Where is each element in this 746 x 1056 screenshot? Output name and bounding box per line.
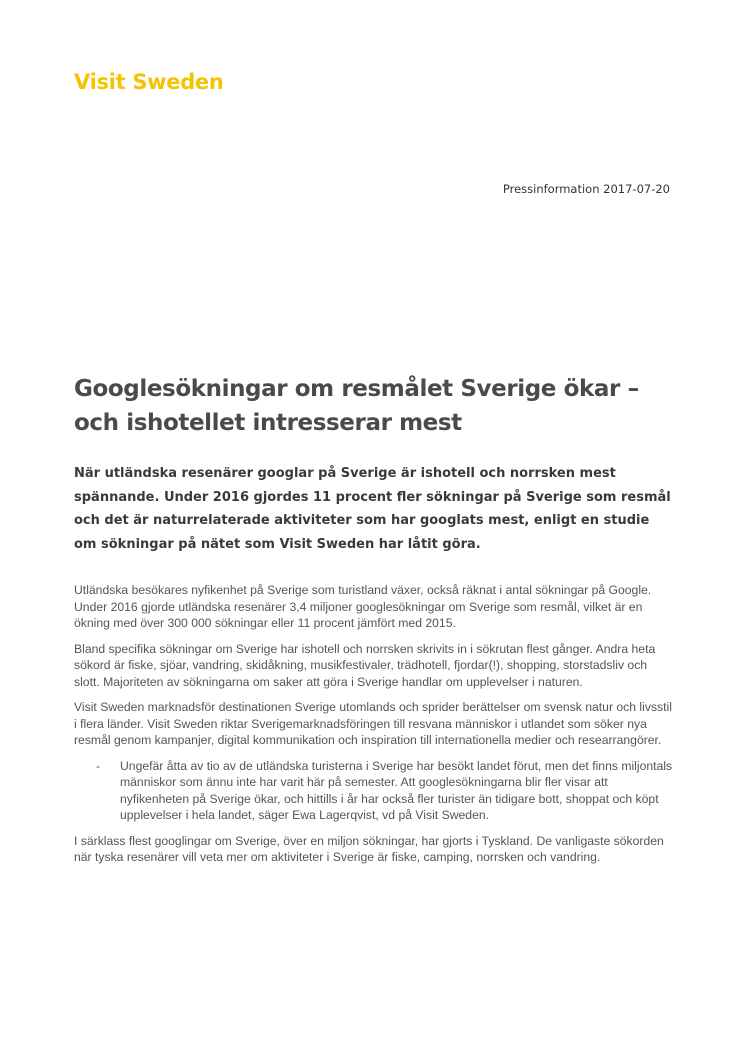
visit-sweden-logo: Visit Sweden — [74, 70, 224, 94]
body-paragraph: Visit Sweden marknadsför destinationen Sverige utomlands och sprider berättelser om svensk natur och livsstil i flera länder. Visit Sweden riktar Sverigemarknadsföringen till resvana människor i utlandet som söker nya resmål genom kampanjer, digital kommunikation och inspiration till internationella medier och researrangörer. — [74, 700, 672, 747]
press-info-date: Pressinformation 2017-07-20 — [502, 182, 670, 196]
quote-bullet-list — [74, 758, 674, 824]
body-paragraph: Bland specifika sökningar om Sverige har ishotell och norrsken skrivits in i sökrutan flest gånger. Andra heta sökord är fiske, sjöar, vandring, skidåkning, musikfestivaler, trädhotell, fjordar(!), shopping, storstadsliv och slott. Majoriteten av sökningarna om saker att göra i Sverige handlar om upplevelser i naturen. — [74, 641, 656, 689]
article-body — [74, 582, 674, 875]
bullet-marker: - — [96, 758, 101, 773]
article-lead: När utländska resenärer googlar på Sverige är ishotell och norrsken mest spännande. Under 2016 gjordes 11 procent fler sökningar på Sverige som resmål och det är naturrelaterade aktiviteter som har googlats mest, enligt en studie om sökningar på nätet som Visit Sweden har låtit göra. — [74, 466, 671, 552]
bullet-text: Ungefär åtta av tio av de utländska turisterna i Sverige har besökt landet förut, men det finns miljontals människor som ännu inte har varit här på semester. Att googlesökningarna blir fler visar att nyfikenheten på Sverige ökar, och hittills i år har också fler turister än tidigare bott, shoppat och köpt upplevelser i hela landet, säger Ewa Lagerqvist, vd på Visit Sweden. — [120, 758, 673, 822]
closing-paragraph: I särklass flest googlingar om Sverige, över en miljon sökningar, har gjorts i Tyskland. De vanligaste sökorden när tyska resenärer vill veta mer om aktiviteter i Sverige är fiske, camping, norrsken och vandring. — [74, 833, 664, 864]
article-title: Googlesökningar om resmålet Sverige ökar – och ishotellet intresserar mest — [74, 376, 639, 436]
body-paragraph: Utländska besökares nyfikenhet på Sverige som turistland växer, också räknat i antal sökningar på Google. Under 2016 gjorde utländska resenärer 3,4 miljoner googlesökningar om Sverige som resmål, vilket är en ökning med över 300 000 sökningar eller 11 procent jämfört med 2015. — [74, 583, 652, 630]
quote-bullet-item — [74, 758, 674, 824]
